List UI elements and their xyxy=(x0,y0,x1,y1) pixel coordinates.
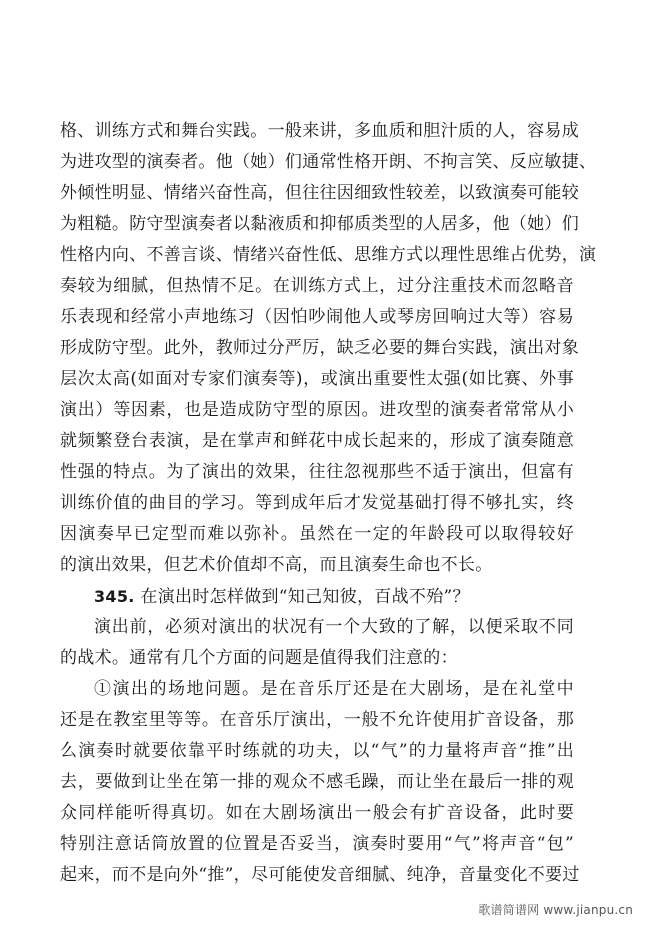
text-line: 外倾性明显、情绪兴奋性高，但往往因细致性较差，以致演奏可能较 xyxy=(60,183,579,203)
question-text: 在演出时怎样做到“知己知彼，百战不殆”？ xyxy=(140,587,470,607)
text-line: 性格内向、不善言谈、情绪兴奋性低、思维方式以理性思维占优势，演 xyxy=(60,245,597,265)
text-line: 奏较为细腻，但热情不足。在训练方式上，过分注重技术而忽略音 xyxy=(60,276,574,296)
text-line: 特别注意话筒放置的位置是否妥当，演奏时要用“气”将声音“包” xyxy=(60,834,574,854)
question-heading xyxy=(60,581,574,612)
text-line: 演出）等因素，也是造成防守型的原因。进攻型的演奏者常常从小 xyxy=(60,400,574,420)
text-line: 去，要做到让坐在第一排的观众不感毛躁，而让坐在最后一排的观 xyxy=(60,772,574,792)
question-number: 345. xyxy=(94,587,135,606)
text-line: 演出前，必须对演出的状况有一个大致的了解，以便采取不同 xyxy=(94,617,574,637)
text-line: 么演奏时就要依靠平时练就的功夫，以“气”的力量将声音“推”出 xyxy=(60,741,574,761)
document-page xyxy=(60,116,597,891)
text-line: 还是在教室里等等。在音乐厅演出，一般不允许使用扩音设备，那 xyxy=(60,710,574,730)
text-line: 为粗糙。防守型演奏者以黏液质和抑郁质类型的人居多，他（她）们 xyxy=(60,214,579,234)
text-line: 格、训练方式和舞台实践。一般来讲，多血质和胆汁质的人，容易成 xyxy=(60,121,579,141)
text-line: 训练价值的曲目的学习。等到成年后才发觉基础打得不够扎实，终 xyxy=(60,493,574,513)
text-line: 形成防守型。此外，教师过分严厉，缺乏必要的舞台实践，演出对象 xyxy=(60,338,579,358)
text-line: 起来，而不是向外“推”，尽可能使发音细腻、纯净，音量变化不要过 xyxy=(60,865,580,885)
text-line: 乐表现和经常小声地练习（因怕吵闹他人或琴房回响过大等）容易 xyxy=(60,307,574,327)
text-line: 就频繁登台表演，是在掌声和鲜花中成长起来的，形成了演奏随意 xyxy=(60,431,574,451)
site-watermark: 歌谱简谱网 www.jianpu.cn xyxy=(478,903,633,917)
text-line: 的战术。通常有几个方面的问题是值得我们注意的： xyxy=(60,648,458,668)
text-line: 因演奏早已定型而难以弥补。虽然在一定的年龄段可以取得较好 xyxy=(60,524,574,544)
text-line: 的演出效果，但艺术价值却不高，而且演奏生命也不长。 xyxy=(60,555,493,575)
text-line: 性强的特点。为了演出的效果，往往忽视那些不适于演出，但富有 xyxy=(60,462,574,482)
text-line: 为进攻型的演奏者。他（她）们通常性格开朗、不拘言笑、反应敏捷、 xyxy=(60,152,597,172)
text-line: ①演出的场地问题。是在音乐厅还是在大剧场，是在礼堂中 xyxy=(94,679,574,699)
text-line: 层次太高(如面对专家们演奏等)，或演出重要性太强(如比赛、外事 xyxy=(60,369,574,389)
text-line: 众同样能听得真切。如在大剧场演出一般会有扩音设备，此时要 xyxy=(60,803,574,823)
